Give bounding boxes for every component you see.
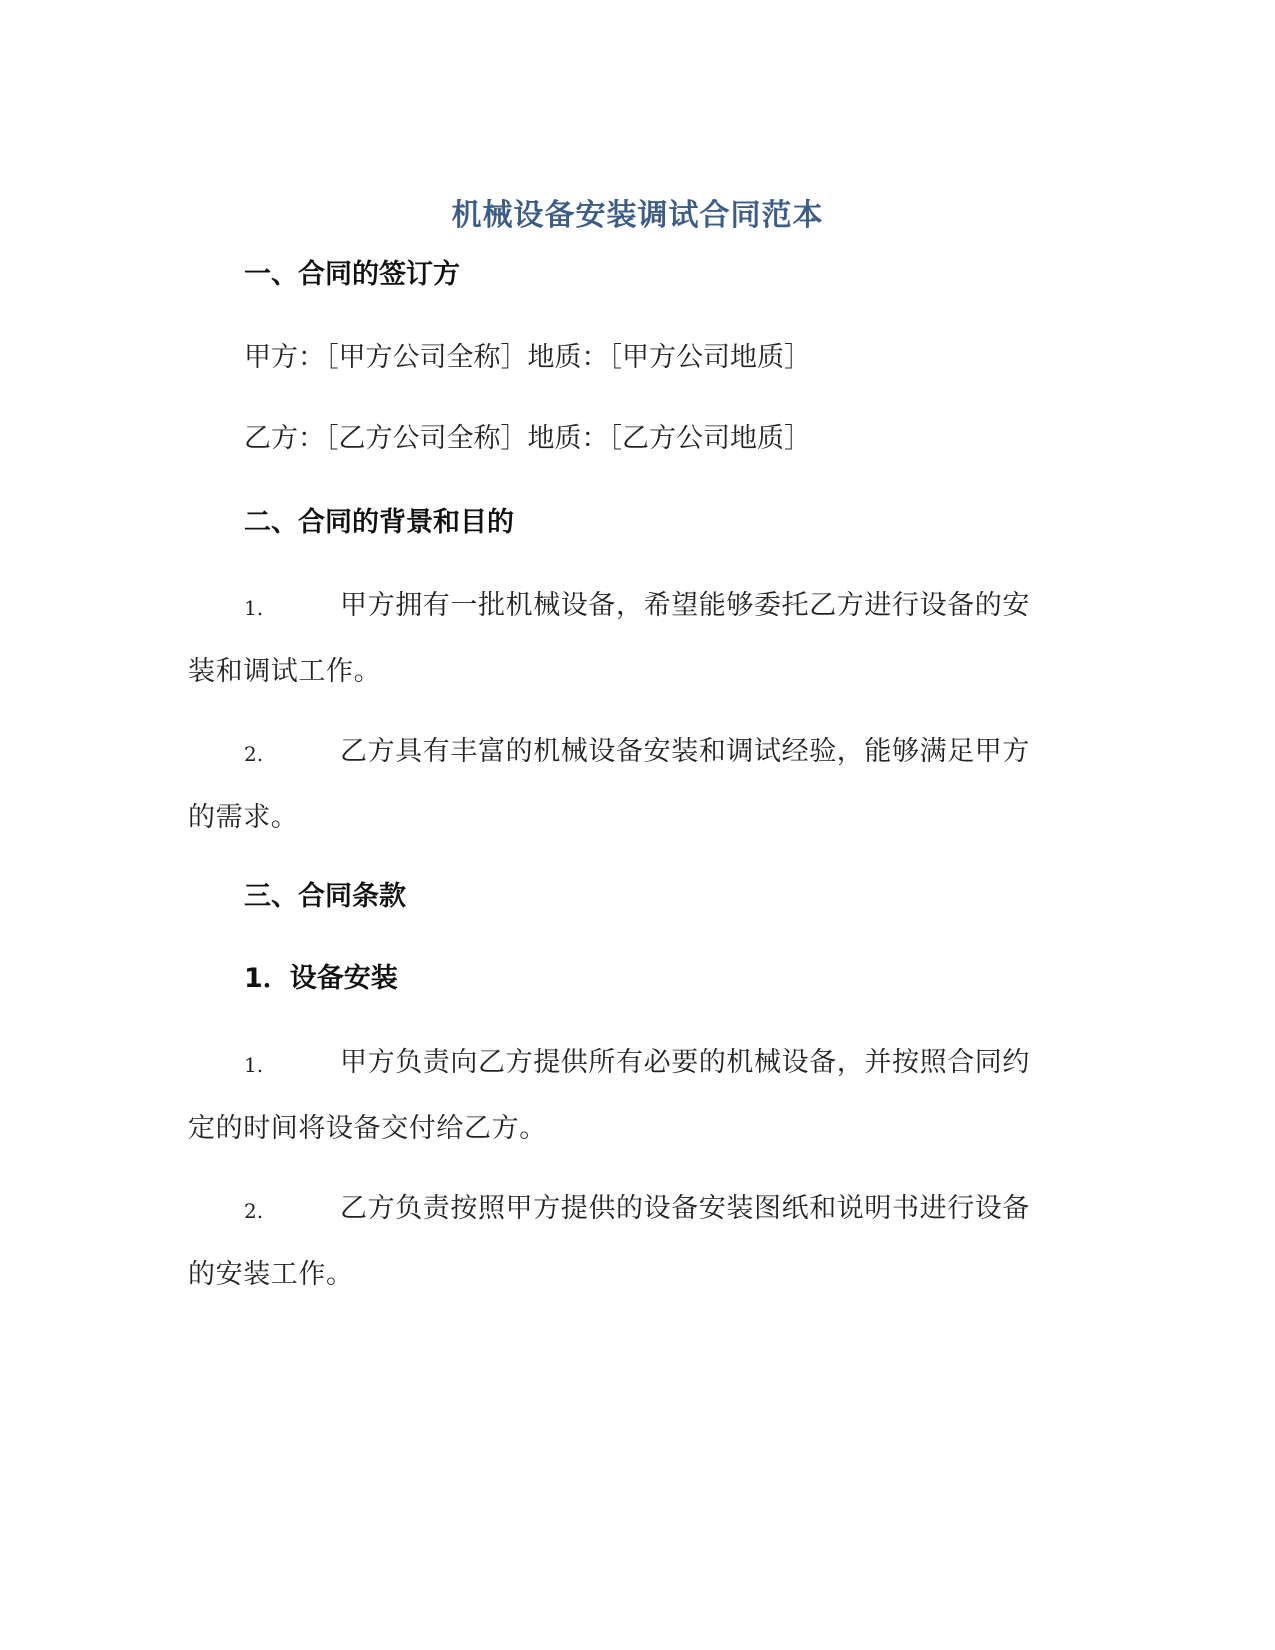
party-b-line: 乙方：［乙方公司全称］地质：［乙方公司地质］ xyxy=(244,423,811,454)
document-title: 机械设备安装调试合同范本 xyxy=(451,198,824,233)
list-item-number: 1. xyxy=(244,1053,264,1077)
list-item xyxy=(188,1045,1068,1144)
list-item xyxy=(188,734,1068,833)
list-item-continuation: 定的时间将设备交付给乙方。 xyxy=(188,1113,547,1144)
list-item-text: 乙方负责按照甲方提供的设备安装图纸和说明书进行设备 xyxy=(340,1193,1030,1224)
list-item-number: 1. xyxy=(244,596,264,620)
list-item xyxy=(188,588,1068,687)
list-item-text: 乙方具有丰富的机械设备安装和调试经验，能够满足甲方 xyxy=(340,736,1030,767)
list-item-text: 甲方拥有一批机械设备，希望能够委托乙方进行设备的安 xyxy=(340,590,1030,621)
list-item-number: 2. xyxy=(244,1199,264,1223)
section-heading-terms: 三、合同条款 xyxy=(244,881,406,912)
subsection-heading-installation: 1．设备安装 xyxy=(244,963,398,994)
party-a-line: 甲方：［甲方公司全称］地质：［甲方公司地质］ xyxy=(244,342,811,373)
list-item-continuation: 的安装工作。 xyxy=(188,1259,354,1290)
list-item xyxy=(188,1191,1068,1290)
list-item-continuation: 的需求。 xyxy=(188,802,299,833)
list-item-number: 2. xyxy=(244,742,264,766)
section-heading-signatories: 一、合同的签订方 xyxy=(244,259,460,290)
section-heading-background: 二、合同的背景和目的 xyxy=(244,507,514,538)
list-item-continuation: 装和调试工作。 xyxy=(188,656,382,687)
list-item-text: 甲方负责向乙方提供所有必要的机械设备，并按照合同约 xyxy=(340,1047,1030,1078)
